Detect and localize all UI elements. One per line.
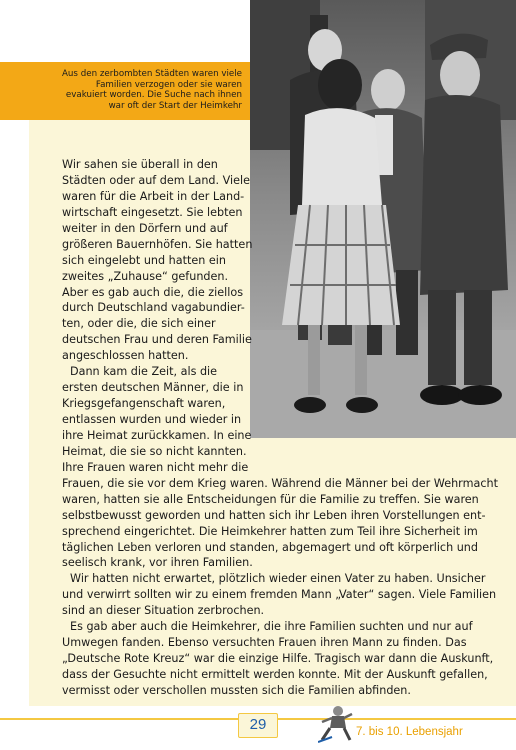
body-line: deutschen Frau und deren Familie <box>62 333 252 347</box>
body-line: dass der Gesuchte nicht ermittelt werden konnte. Mit der Auskunft gefallen, <box>62 668 488 681</box>
body-line: waren für die Arbeit in der Land- <box>62 189 245 203</box>
body-line: sind an dieser Situation zerbrochen. <box>62 604 265 618</box>
caption-line: Familien verzogen oder sie waren <box>95 79 242 90</box>
body-line: angeschlossen hatten. <box>62 349 189 363</box>
body-line: Kriegsgefangenschaft waren, <box>62 397 226 411</box>
body-line: durch Deutschland vagabundier- <box>62 301 245 315</box>
body-line: Umwegen fanden. Ebenso versuchten Frauen ihren Mann zu finden. Das <box>62 636 467 650</box>
child-mascot-icon <box>318 704 354 744</box>
article-body <box>62 157 510 699</box>
body-line: Dann kam die Zeit, als die <box>70 365 218 379</box>
body-line: Städten oder auf dem Land. Viele <box>62 173 251 187</box>
body-line: Wir hatten nicht erwartet, plötzlich wieder einen Vater zu haben. Unsicher <box>70 572 486 586</box>
body-line: zweites „Zuhause“ gefunden. <box>62 269 229 283</box>
body-line: wirtschaft eingesetzt. Sie lebten <box>62 205 243 219</box>
body-line: weiter in den Dörfern und auf <box>62 221 228 235</box>
body-line: ihre Heimat zurückkamen. In eine <box>62 428 252 442</box>
page-number: 29 <box>249 716 267 733</box>
body-line: entlassen wurden und wieder in <box>62 413 242 426</box>
body-line: sprechend eingerichtet. Die Heimkehrer hatten zum Teil ihre Sicherheit im <box>62 524 478 538</box>
body-line: Heimat, die sie so nicht kannten. <box>62 444 247 458</box>
body-line: selbstbewusst geworden und hatten sich ihr Leben ihren Vorstellungen ent- <box>62 508 486 522</box>
body-line: Ihre Frauen waren nicht mehr die <box>62 460 249 474</box>
body-line: Wir sahen sie überall in den <box>62 158 218 171</box>
body-line: größeren Bauernhöfen. Sie hatten <box>62 237 253 251</box>
body-line: Es gab aber auch die Heimkehrer, die ihre Familien suchten und nur auf <box>70 620 473 634</box>
body-line: „Deutsche Rote Kreuz“ war die einzige Hilfe. Tragisch war dann die Auskunft, <box>62 652 494 666</box>
body-line: seelisch krank, vor ihren Familien. <box>62 556 253 570</box>
body-line: und verwirrt sollten wir zu einem fremden Mann „Vater“ sagen. Viele Familien <box>62 588 497 602</box>
body-line: täglichen Leben verloren und standen, abgemagert und oft körperlich und <box>62 540 479 554</box>
caption-line: war oft der Start der Heimkehr <box>108 100 242 111</box>
body-line: vermisst oder verschollen mussten sich die Familien abfinden. <box>62 683 411 697</box>
caption-line: evakuiert worden. Die Suche nach ihnen <box>65 90 242 100</box>
body-line: ersten deutschen Männer, die in <box>62 381 244 395</box>
caption-line: Aus den zerbombten Städten waren viele <box>61 69 242 79</box>
body-line: Aber es gab auch die, die ziellos <box>62 285 244 299</box>
body-line: sich eingelebt und hatten ein <box>62 253 227 267</box>
body-line: Frauen, die sie vor dem Krieg waren. Während die Männer bei der Wehrmacht <box>62 476 498 490</box>
section-label: 7. bis 10. Lebensjahr <box>356 726 463 738</box>
body-line: ten, oder die, die sich einer <box>62 317 216 331</box>
body-line: waren, hatten sie alle Entscheidungen für die Familie zu treffen. Sie waren <box>62 492 479 506</box>
photo-caption <box>22 69 242 111</box>
